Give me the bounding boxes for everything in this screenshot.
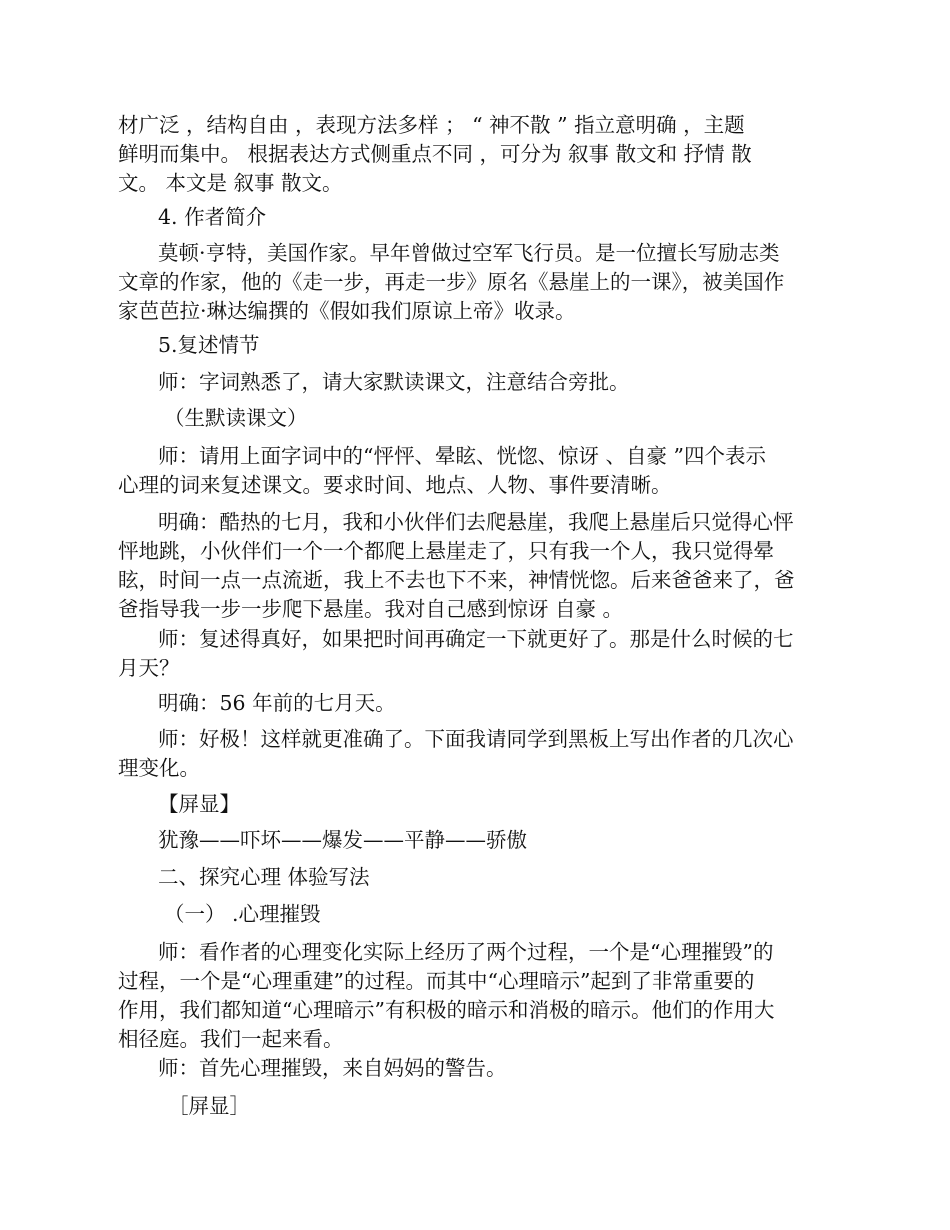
text-line: 犹豫——吓坏——爆发——平静——骄傲	[158, 828, 527, 852]
text-line: 家芭芭拉·琳达编撰的《假如我们原谅上帝》收录。	[118, 299, 576, 323]
section-heading-retell	[158, 331, 876, 360]
paragraph-answer-retell	[118, 508, 836, 624]
text-line: 莫顿·亨特，美国作家。早年曾做过空军飞行员。是一位擅长写励志类	[158, 241, 780, 265]
text-line: 师：复述得真好，如果把时间再确定一下就更好了。那是什么时候的七	[158, 627, 794, 651]
text-line: 月天？	[118, 656, 180, 680]
text-line: 【屏显】	[158, 792, 240, 816]
text-line: 理变化。	[118, 756, 200, 780]
text-line: 文章的作家，他的《走一步，再走一步》原名《悬崖上的一课》，被美国作	[118, 270, 785, 294]
paragraph-teacher-task	[118, 442, 836, 500]
text-line: 材广泛 ，结构自由 ，表现方法多样 ； “ 神不散 ” 指立意明确 ，主题	[118, 113, 745, 137]
text-line: （生默读课文）	[164, 406, 308, 430]
text-line: 师：请用上面字词中的“怦怦、晕眩、恍惚、惊讶 、自豪 ”四个表示	[158, 444, 766, 468]
text-line: 4. 作者简介	[158, 205, 267, 229]
text-line: 怦地跳，小伙伴们一个一个都爬上悬崖走了，只有我一个人，我只觉得晕	[118, 539, 774, 563]
text-line: 师：好极！这样就更准确了。下面我请同学到黑板上写出作者的几次心	[158, 727, 794, 751]
paragraph-answer-time	[158, 689, 876, 718]
text-line: 文。 本文是 叙事 散文。	[118, 171, 343, 195]
paragraph-author-bio	[118, 239, 836, 326]
paragraph-emotion-sequence	[158, 826, 876, 855]
paragraph-teacher-read	[158, 368, 876, 397]
section-heading-author	[158, 203, 876, 232]
section-heading-explore	[158, 863, 876, 892]
text-line: 5.复述情节	[158, 333, 260, 357]
paragraph-teacher-praise	[118, 625, 836, 683]
paragraph-student-action	[164, 404, 882, 433]
text-line: 相径庭。我们一起来看。	[118, 1027, 344, 1051]
text-line: 明确：56 年前的七月天。	[158, 691, 396, 715]
text-line: ［屏显］	[168, 1094, 250, 1118]
text-line: 师：字词熟悉了，请大家默读课文，注意结合旁批。	[158, 370, 630, 394]
text-line: 二、探究心理 体验写法	[158, 865, 370, 889]
text-line: 过程，一个是“心理重建”的过程。而其中“心理暗示”起到了非常重要的	[118, 969, 755, 993]
screen-display-label-2	[168, 1092, 886, 1121]
subsection-heading-destruction	[164, 900, 882, 929]
paragraph-teacher-warning	[158, 1054, 876, 1083]
text-line: 师：看作者的心理变化实际上经历了两个过程，一个是“心理摧毁”的	[158, 940, 774, 964]
paragraph-prose-intro	[118, 111, 836, 198]
text-line: 心理的词来复述课文。要求时间、地点、人物、事件要清晰。	[118, 473, 672, 497]
text-line: 明确：酷热的七月，我和小伙伴们去爬悬崖，我爬上悬崖后只觉得心怦	[158, 510, 794, 534]
text-line: 作用，我们都知道“心理暗示”有积极的暗示和消极的暗示。他们的作用大	[118, 998, 775, 1022]
text-line: 鲜明而集中。 根据表达方式侧重点不同 ，可分为 叙事 散文和 抒情 散	[118, 142, 752, 166]
text-line: （一） .心理摧毁	[164, 902, 321, 926]
text-line: 眩，时间一点一点流逝，我上不去也下不来，神情恍惚。后来爸爸来了，爸	[118, 568, 795, 592]
paragraph-teacher-process	[118, 938, 836, 1054]
text-line: 爸指导我一步一步爬下悬崖。我对自己感到惊讶 自豪 。	[118, 597, 624, 621]
paragraph-teacher-blackboard	[118, 725, 836, 783]
screen-display-label	[158, 790, 876, 819]
text-line: 师：首先心理摧毁，来自妈妈的警告。	[158, 1056, 507, 1080]
